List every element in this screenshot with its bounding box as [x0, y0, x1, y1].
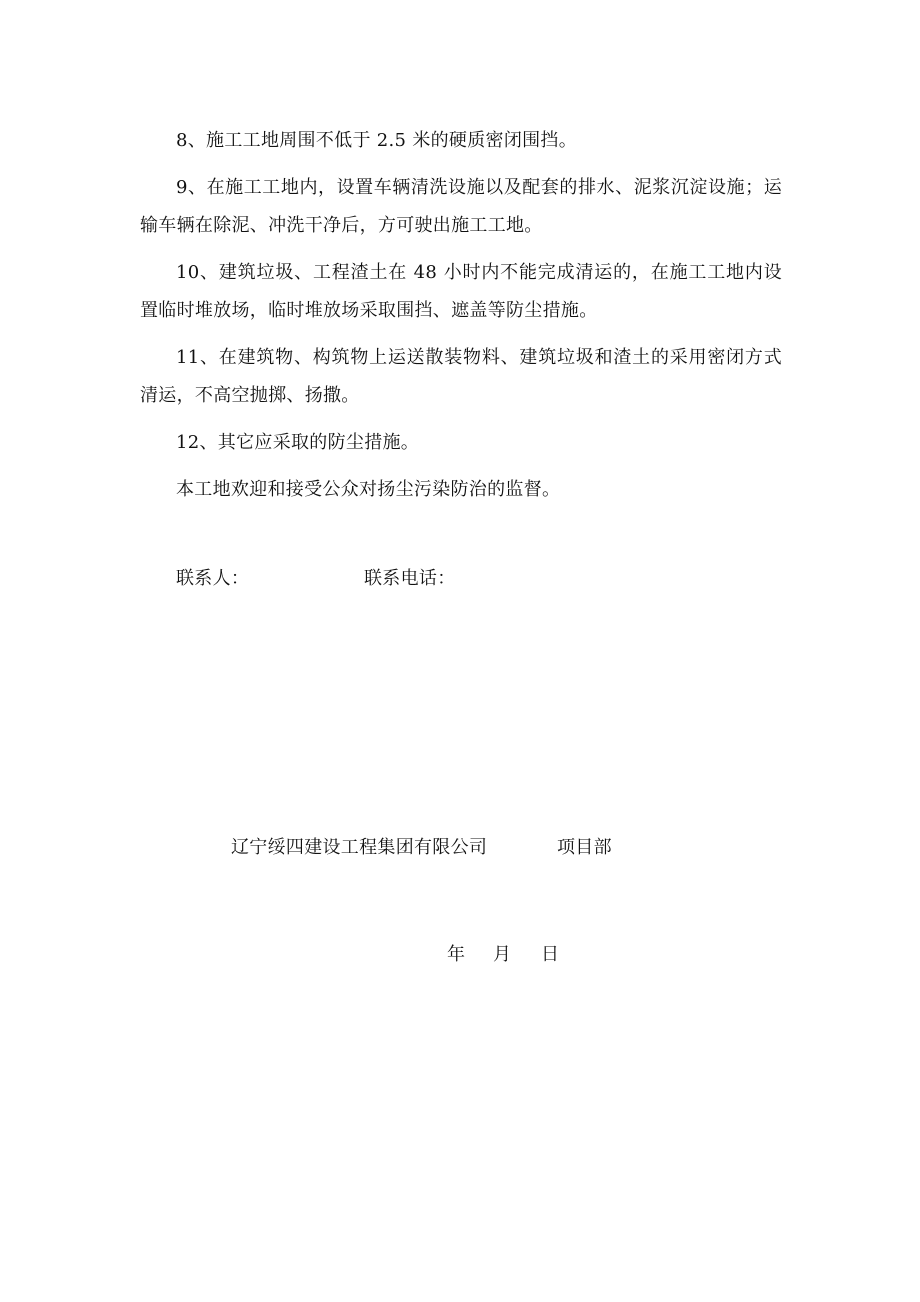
measures-list — [140, 122, 782, 518]
date-year-label: 年 — [447, 944, 465, 965]
measure-item-9: 9、在施工工地内，设置车辆清洗设施以及配套的排水、泥浆沉淀设施；运输车辆在除泥、冲洗干净后，方可驶出施工工地。 — [140, 177, 782, 236]
measure-item-8: 8、施工工地周围不低于 2.5 米的硬质密闭围挡。 — [176, 130, 578, 151]
signature-department: 项目部 — [557, 837, 612, 858]
contact-person-label: 联系人： — [176, 568, 250, 589]
date-day-label: 日 — [541, 944, 559, 965]
supervision-statement: 本工地欢迎和接受公众对扬尘污染防治的监督。 — [176, 479, 561, 500]
contact-phone-label: 联系电话： — [364, 568, 456, 589]
contact-line — [176, 560, 776, 598]
measure-item-10: 10、建筑垃圾、工程渣土在 48 小时内不能完成清运的，在施工工地内设置临时堆放场，临时堆放场采取围挡、遮盖等防尘措施。 — [140, 262, 782, 321]
measure-item-11: 11、在建筑物、构筑物上运送散装物料、建筑垃圾和渣土的采用密闭方式清运，不高空抛掷、扬撒。 — [140, 347, 782, 406]
date-month-label: 月 — [493, 944, 511, 965]
measure-item-12: 12、其它应采取的防尘措施。 — [176, 432, 420, 453]
signature-company: 辽宁绥四建设工程集团有限公司 — [231, 837, 488, 858]
